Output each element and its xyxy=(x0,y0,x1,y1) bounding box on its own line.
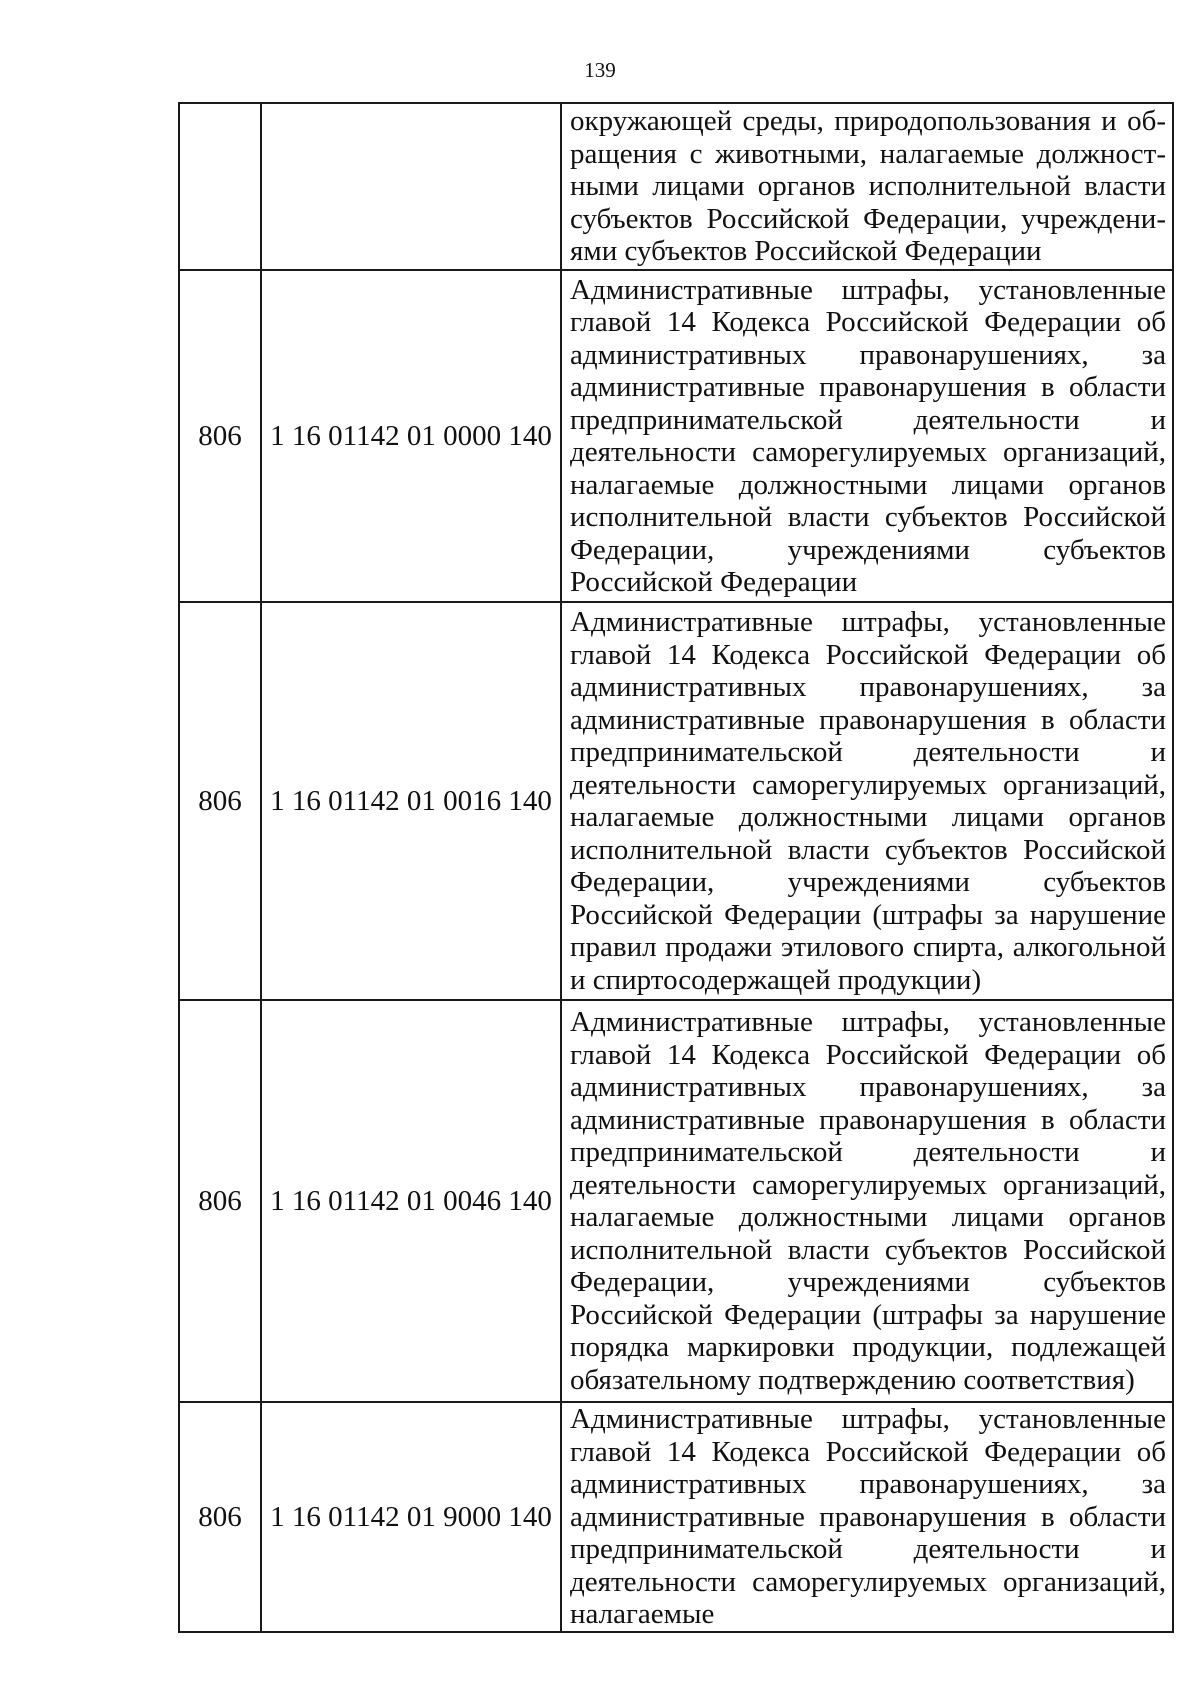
kbk-code-cell: 1 16 01142 01 0000 140 xyxy=(261,270,561,602)
table-row xyxy=(179,602,1173,1000)
table-row xyxy=(179,1402,1173,1632)
income-name-cell: Административные штрафы, установленные главой 14 Кодекса Российской Федерации об административных правонарушениях, за административные правонарушения в области предпринимательской деятельности и деятельности саморегулируемых организаций, налагаемые должностными лицами органов исполнительной власти субъектов Российской Федерации, учреждениями субъектов Российской Федерации (штрафы за нарушение правил продажи этилового спирта, алкогольной и спиртосодержащей продукции) xyxy=(561,602,1173,1000)
table-row xyxy=(179,1000,1173,1402)
page-number: 139 xyxy=(584,58,616,82)
kbk-code-cell: 1 16 01142 01 0016 140 xyxy=(261,602,561,1000)
admin-code-cell: 806 xyxy=(179,1402,261,1632)
income-name-cell: Административные штрафы, установленные главой 14 Кодекса Российской Федерации об административных правонарушениях, за административные правонарушения в области предпринимательской деятельности и деятельности саморегулируемых организаций, налагаемые должностными лицами органов исполнительной власти субъектов Российской Федерации, учреждениями субъектов Российской Федерации (штрафы за нарушение порядка маркировки продукции, подлежащей обязательному подтверждению соответствия) xyxy=(561,1000,1173,1402)
kbk-code-cell: 1 16 01142 01 0046 140 xyxy=(261,1000,561,1402)
admin-code-cell xyxy=(179,103,261,270)
budget-classification-table xyxy=(178,102,1174,1633)
admin-code-cell: 806 xyxy=(179,270,261,602)
table-row xyxy=(179,103,1173,270)
admin-code-cell: 806 xyxy=(179,1000,261,1402)
income-name-cell: Административные штрафы, установленные главой 14 Кодекса Российской Федерации об административных правонарушениях, за административные правонарушения в области предпринимательской деятельности и деятельности саморегулируемых организаций, налагаемые должностными лицами органов исполнительной власти субъектов Российской Федерации, учреждениями субъектов Российской Федерации xyxy=(561,270,1173,602)
kbk-code-cell xyxy=(261,103,561,270)
kbk-code-cell: 1 16 01142 01 9000 140 xyxy=(261,1402,561,1632)
income-name-cell: Административные штрафы, установленные главой 14 Кодекса Российской Федерации об административных правонарушениях, за административные правонарушения в области предпринимательской деятельности и деятельности саморегулируемых организаций, налагаемые xyxy=(561,1402,1173,1632)
admin-code-cell: 806 xyxy=(179,602,261,1000)
income-name-cell: окружающей среды, природопользования и обращения с животными, налагаемые должностными лицами органов исполнительной власти субъектов Российской Федерации, учреждениями субъектов Российской Федерации xyxy=(561,103,1173,270)
table-row xyxy=(179,270,1173,602)
